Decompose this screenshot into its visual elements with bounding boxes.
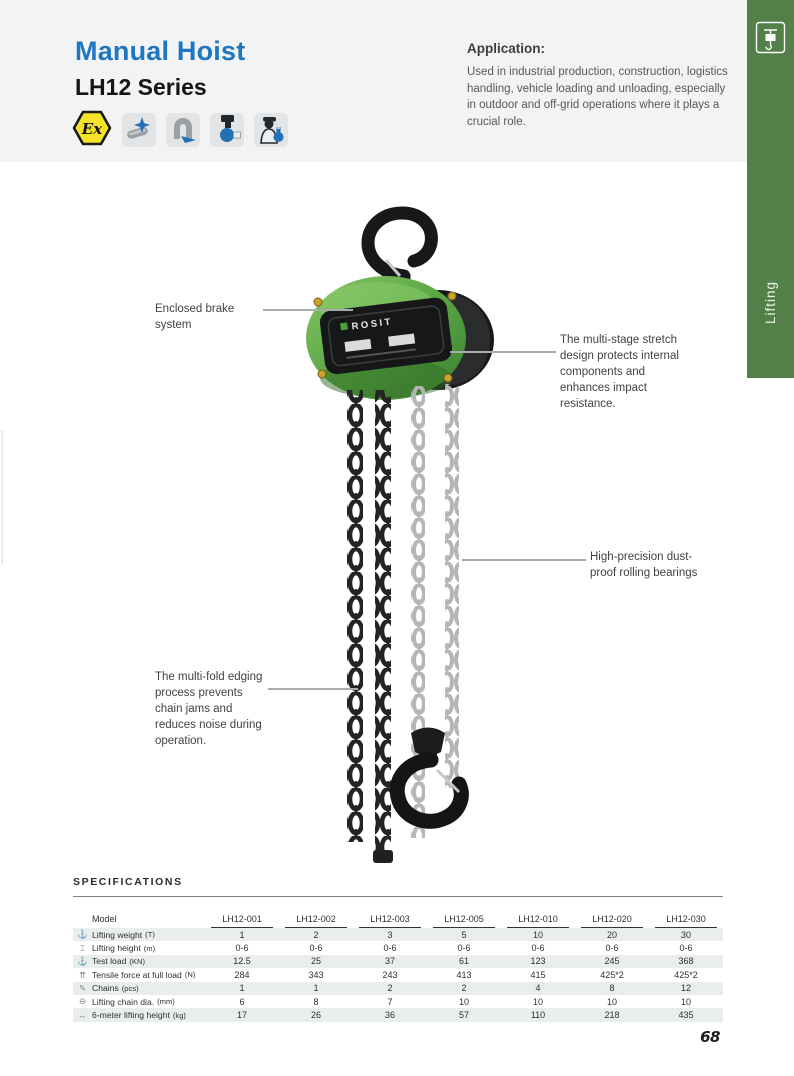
spec-row-label [73,997,205,1007]
model-header: LH12-005 [427,914,501,928]
spec-cell: 12.5 [233,956,251,967]
spec-cell: 26 [310,1010,321,1021]
spec-row-lifting-height [73,941,723,954]
spec-cell: 243 [382,969,398,980]
spec-row-chain-dia [73,995,723,1008]
table-header-row [73,910,723,928]
spec-cell: 1 [313,983,319,994]
spec-cell: 4 [535,983,541,994]
spec-cell: 368 [678,956,694,967]
spec-cell: 25 [310,956,321,967]
spec-label-text: Test load [92,956,127,967]
spec-cell: 8 [609,983,615,994]
spec-cell: 1 [239,929,245,940]
model-header: LH12-002 [279,914,353,928]
spec-label-text: Lifting weight [92,929,143,940]
model-header: LH12-030 [649,914,723,928]
spec-label-text: Tensile force at full load [92,969,182,980]
spec-cell: 37 [384,956,395,967]
svg-text:Ex: Ex [81,119,103,138]
page-edge-artifact [1,430,3,565]
spec-cell: 2 [387,983,393,994]
spec-cell: 36 [384,1010,395,1021]
easy-maintenance-icon [254,113,288,147]
model-column-label: Model [92,914,117,924]
spec-cell: 17 [236,1010,247,1021]
page-number: 68 [700,1028,720,1046]
hoist-category-icon [755,21,786,59]
specifications-section [73,876,723,1022]
spec-cell: 5 [461,929,467,940]
spec-unit: (m) [143,943,156,953]
spec-cell: 10 [458,996,469,1007]
spec-cell: 0-6 [309,943,323,954]
spec-cell: 2 [313,929,319,940]
application-heading: Application: [467,41,545,56]
series-subtitle: LH12 Series [75,74,207,100]
spec-label-text: Lifting height [92,943,141,954]
spec-row-6m-lifting [73,1008,723,1021]
spec-cell: 3 [387,929,393,940]
spec-cell: 425*2 [600,969,624,980]
spec-row-label [73,956,205,966]
spec-cell: 0-6 [679,943,693,954]
spec-cell: 0-6 [457,943,471,954]
callout-bearings: High-precision dust-proof rolling bearings [590,551,698,579]
spec-label-text: 6-meter lifting height [92,1010,170,1021]
spec-row-label [73,943,205,953]
category-tab-label: Lifting [763,280,778,324]
spec-cell: 2 [461,983,467,994]
spec-cell: 0-6 [383,943,397,954]
spec-unit: (T) [145,930,155,940]
specifications-table [73,910,723,1022]
hand-tool-icon [210,113,244,147]
specifications-rule [73,896,723,897]
header-band [0,0,747,162]
spec-label-text: Lifting chain dia. [92,996,155,1007]
spec-cell: 10 [680,996,691,1007]
spec-cell: 8 [313,996,319,1007]
ruler-icon: ⌶ [79,942,86,953]
splash-dust-proof-icon [166,113,200,147]
spec-unit: (pcs) [121,983,139,993]
load-hook-icon: ⚓ [77,956,88,967]
spec-row-test-load [73,955,723,968]
spec-cell: 0-6 [235,943,249,954]
spec-cell: 57 [458,1010,469,1021]
spec-cell: 123 [530,956,546,967]
diameter-icon: ⊖ [78,996,87,1007]
callout-line-multi-fold [268,688,358,690]
spec-cell: 6 [239,996,245,1007]
spec-cell: 435 [678,1010,694,1021]
callout-multi-fold: The multi-fold edging process prevents chain jams and reduces noise during operation. [155,671,263,747]
spec-row-label [73,983,205,993]
callout-multi-stage: The multi-stage stretch design protects internal components and enhances impact resistance. [560,334,679,410]
spec-cell: 0-6 [605,943,619,954]
spec-cell: 1 [239,983,245,994]
spec-row-label [73,1010,205,1020]
spec-cell: 30 [680,929,691,940]
span-measure-icon: ↔ [78,1009,87,1020]
spec-unit: (kg) [172,1010,186,1020]
spec-cell: 110 [530,1010,546,1021]
chain-link-icon: ✎ [78,983,87,993]
callout-line-multi-stage [450,351,556,353]
spec-cell: 245 [604,956,620,967]
spec-row-lifting-weight [73,928,723,941]
spec-cell: 12 [680,983,691,994]
model-header: LH12-010 [501,914,575,928]
spec-cell: 425*2 [674,969,698,980]
spec-cell: 343 [308,969,324,980]
category-side-tab [747,0,794,378]
callout-line-enclosed-brake [263,309,353,311]
spec-cell: 61 [458,956,469,967]
spec-cell: 413 [456,969,472,980]
spec-row-label [73,930,205,940]
spec-cell: 284 [234,969,250,980]
chain-hoist-product-image [300,188,530,878]
model-header: LH12-001 [205,914,279,928]
spec-cell: 10 [606,996,617,1007]
spec-row-chains [73,982,723,995]
anti-spark-icon [122,113,156,147]
tension-arrows-icon: ⇈ [78,969,87,980]
spec-cell: 10 [532,929,543,940]
specifications-heading: SPECIFICATIONS [73,876,183,888]
spec-cell: 20 [606,929,617,940]
page-title: Manual Hoist [75,36,246,66]
model-header: LH12-020 [575,914,649,928]
spec-unit: (KN) [129,956,146,966]
spec-label-text: Chains [92,983,119,994]
atex-ex-icon [72,110,112,151]
spec-cell: 415 [530,969,546,980]
application-text: Used in industrial production, construction, logistics handling, vehicle loading and unloading, especially in outdoor and off-grid operations where it plays a crucial role. [467,66,728,128]
spec-cell: 10 [532,996,543,1007]
certification-icon-row [72,111,288,149]
callout-enclosed-brake: Enclosed brake system [155,303,235,331]
callout-line-bearings [462,559,586,561]
brand-text: ROSIT [350,316,394,333]
spec-unit: (mm) [157,997,175,1007]
application-block [467,41,730,130]
spec-row-tensile-force [73,968,723,981]
spec-cell: 0-6 [531,943,545,954]
spec-cell: 218 [604,1010,620,1021]
spec-unit: (N) [184,970,196,980]
model-header: LH12-003 [353,914,427,928]
spec-row-label [73,970,205,980]
hoist-hook-icon: ⚓ [77,929,88,940]
hoist-housing [306,276,494,400]
spec-cell: 7 [387,996,393,1007]
